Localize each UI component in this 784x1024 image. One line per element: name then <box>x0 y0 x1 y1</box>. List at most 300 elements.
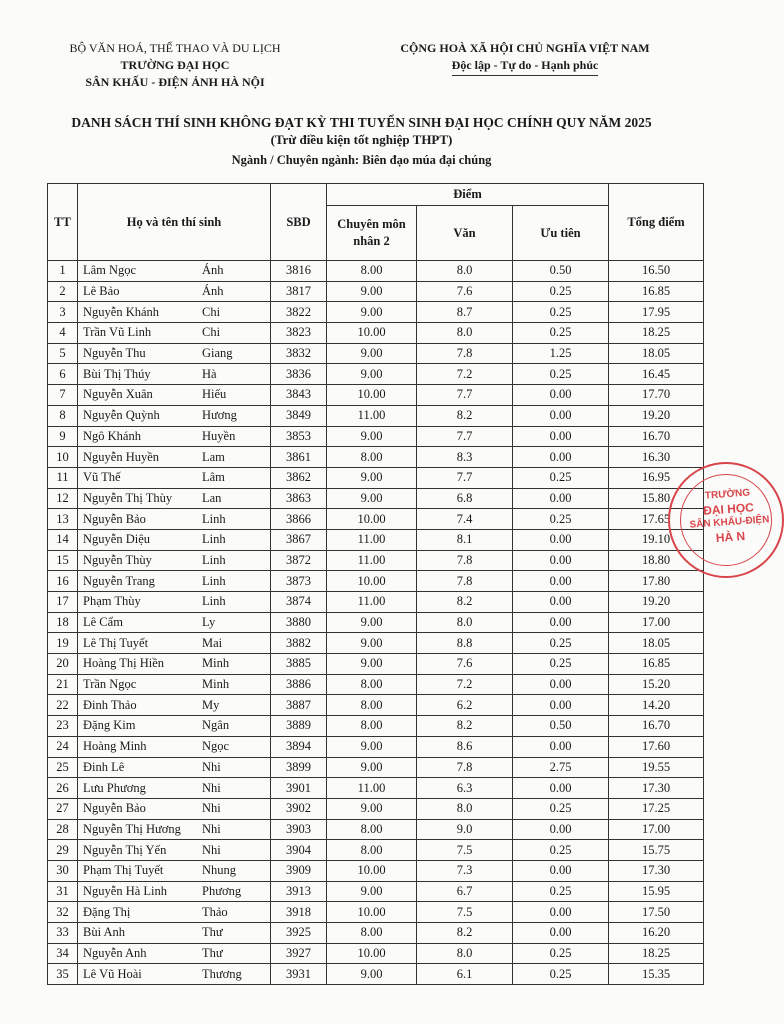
row-uu-tien: 0.00 <box>513 923 609 944</box>
row-uu-tien: 0.25 <box>513 798 609 819</box>
row-uu-tien: 0.00 <box>513 612 609 633</box>
row-van: 9.0 <box>417 819 513 840</box>
row-sbd: 3913 <box>271 881 327 902</box>
row-surname: Lê Bảo <box>78 281 201 302</box>
row-given-name: Nhi <box>200 840 271 861</box>
row-van: 7.3 <box>417 860 513 881</box>
row-uu-tien: 0.25 <box>513 654 609 675</box>
row-tt: 20 <box>48 654 78 675</box>
row-given-name: Chi <box>200 302 271 323</box>
row-chuyen-mon: 9.00 <box>327 757 417 778</box>
row-given-name: Linh <box>200 571 271 592</box>
row-sbd: 3894 <box>271 736 327 757</box>
row-uu-tien: 0.25 <box>513 467 609 488</box>
row-surname: Nguyễn Hà Linh <box>78 881 201 902</box>
row-chuyen-mon: 11.00 <box>327 550 417 571</box>
header-name: Họ và tên thí sinh <box>78 184 271 261</box>
row-uu-tien: 0.25 <box>513 964 609 985</box>
row-given-name: Lan <box>200 488 271 509</box>
row-sbd: 3817 <box>271 281 327 302</box>
seal-line4: HÀ N <box>715 528 746 545</box>
row-tt: 24 <box>48 736 78 757</box>
row-uu-tien: 0.00 <box>513 385 609 406</box>
row-chuyen-mon: 9.00 <box>327 798 417 819</box>
row-surname: Trần Vũ Linh <box>78 323 201 344</box>
row-tt: 32 <box>48 902 78 923</box>
row-total: 16.20 <box>609 923 704 944</box>
row-given-name: Hiếu <box>200 385 271 406</box>
row-chuyen-mon: 10.00 <box>327 509 417 530</box>
row-total: 16.30 <box>609 447 704 468</box>
row-van: 6.2 <box>417 695 513 716</box>
row-given-name: Minh <box>200 674 271 695</box>
row-surname: Ngô Khánh <box>78 426 201 447</box>
table-row <box>48 405 704 426</box>
row-van: 8.2 <box>417 923 513 944</box>
row-tt: 10 <box>48 447 78 468</box>
row-tt: 23 <box>48 716 78 737</box>
row-uu-tien: 0.00 <box>513 571 609 592</box>
row-surname: Đặng Kim <box>78 716 201 737</box>
row-chuyen-mon: 8.00 <box>327 261 417 282</box>
table-row <box>48 488 704 509</box>
row-uu-tien: 0.25 <box>513 509 609 530</box>
row-given-name: Thư <box>200 923 271 944</box>
row-van: 8.3 <box>417 447 513 468</box>
row-van: 8.8 <box>417 633 513 654</box>
row-van: 7.8 <box>417 757 513 778</box>
row-van: 7.2 <box>417 674 513 695</box>
row-sbd: 3886 <box>271 674 327 695</box>
row-given-name: Ánh <box>200 281 271 302</box>
row-van: 6.7 <box>417 881 513 902</box>
seal-line2: ĐẠI HỌC <box>702 500 755 518</box>
school-name-line2: SÂN KHẤU - ĐIỆN ẢNH HÀ NỘI <box>85 75 265 89</box>
row-tt: 9 <box>48 426 78 447</box>
row-given-name: Linh <box>200 550 271 571</box>
row-chuyen-mon: 11.00 <box>327 592 417 613</box>
row-given-name: Nhi <box>200 819 271 840</box>
row-surname: Nguyễn Bảo <box>78 509 201 530</box>
row-van: 8.0 <box>417 943 513 964</box>
national-motto: Độc lập - Tự do - Hạnh phúc <box>452 57 599 76</box>
row-sbd: 3882 <box>271 633 327 654</box>
row-uu-tien: 0.25 <box>513 881 609 902</box>
table-row <box>48 923 704 944</box>
row-given-name: Thư <box>200 943 271 964</box>
row-tt: 15 <box>48 550 78 571</box>
row-total: 14.20 <box>609 695 704 716</box>
row-total: 17.95 <box>609 302 704 323</box>
row-given-name: Lam <box>200 447 271 468</box>
row-van: 7.8 <box>417 343 513 364</box>
row-given-name: My <box>200 695 271 716</box>
republic-name: CỘNG HOÀ XÃ HỘI CHỦ NGHĨA VIỆT NAM <box>400 41 650 55</box>
header-uu-tien: Ưu tiên <box>513 206 609 261</box>
row-van: 8.2 <box>417 405 513 426</box>
row-surname: Nguyễn Anh <box>78 943 201 964</box>
row-sbd: 3903 <box>271 819 327 840</box>
row-tt: 19 <box>48 633 78 654</box>
row-sbd: 3880 <box>271 612 327 633</box>
school-name-line1: TRƯỜNG ĐẠI HỌC <box>120 58 230 72</box>
row-van: 7.5 <box>417 902 513 923</box>
row-sbd: 3925 <box>271 923 327 944</box>
row-tt: 31 <box>48 881 78 902</box>
row-chuyen-mon: 8.00 <box>327 716 417 737</box>
row-sbd: 3832 <box>271 343 327 364</box>
table-row <box>48 860 704 881</box>
table-row <box>48 612 704 633</box>
row-given-name: Lâm <box>200 467 271 488</box>
table-row <box>48 281 704 302</box>
row-total: 15.80 <box>609 488 704 509</box>
row-chuyen-mon: 10.00 <box>327 902 417 923</box>
table-row <box>48 964 704 985</box>
row-total: 16.85 <box>609 281 704 302</box>
table-row <box>48 881 704 902</box>
row-total: 18.80 <box>609 550 704 571</box>
row-van: 7.7 <box>417 385 513 406</box>
row-van: 8.6 <box>417 736 513 757</box>
row-van: 7.8 <box>417 550 513 571</box>
header-tt: TT <box>48 184 78 261</box>
row-van: 6.1 <box>417 964 513 985</box>
table-row <box>48 509 704 530</box>
row-chuyen-mon: 10.00 <box>327 323 417 344</box>
table-row <box>48 736 704 757</box>
row-given-name: Giang <box>200 343 271 364</box>
row-given-name: Huyền <box>200 426 271 447</box>
table-row <box>48 654 704 675</box>
row-sbd: 3866 <box>271 509 327 530</box>
header-van: Văn <box>417 206 513 261</box>
row-surname: Nguyễn Thị Thùy <box>78 488 201 509</box>
row-sbd: 3927 <box>271 943 327 964</box>
table-row <box>48 385 704 406</box>
row-surname: Vũ Thế <box>78 467 201 488</box>
row-chuyen-mon: 11.00 <box>327 405 417 426</box>
row-surname: Đặng Thị <box>78 902 201 923</box>
row-tt: 28 <box>48 819 78 840</box>
row-van: 8.0 <box>417 798 513 819</box>
row-tt: 12 <box>48 488 78 509</box>
row-given-name: Thương <box>200 964 271 985</box>
row-given-name: Thảo <box>200 902 271 923</box>
table-row <box>48 778 704 799</box>
row-tt: 13 <box>48 509 78 530</box>
row-tt: 27 <box>48 798 78 819</box>
row-uu-tien: 0.50 <box>513 261 609 282</box>
row-van: 6.3 <box>417 778 513 799</box>
row-given-name: Mai <box>200 633 271 654</box>
row-surname: Nguyễn Bảo <box>78 798 201 819</box>
row-given-name: Hương <box>200 405 271 426</box>
row-tt: 11 <box>48 467 78 488</box>
row-tt: 33 <box>48 923 78 944</box>
row-tt: 1 <box>48 261 78 282</box>
row-chuyen-mon: 9.00 <box>327 654 417 675</box>
row-uu-tien: 0.00 <box>513 592 609 613</box>
row-total: 19.55 <box>609 757 704 778</box>
row-chuyen-mon: 9.00 <box>327 281 417 302</box>
row-sbd: 3899 <box>271 757 327 778</box>
row-chuyen-mon: 9.00 <box>327 736 417 757</box>
row-total: 17.80 <box>609 571 704 592</box>
row-chuyen-mon: 9.00 <box>327 426 417 447</box>
table-row <box>48 571 704 592</box>
seal-line1: TRƯỜNG <box>704 487 751 502</box>
row-uu-tien: 0.00 <box>513 674 609 695</box>
header-sbd: SBD <box>271 184 327 261</box>
row-total: 17.50 <box>609 902 704 923</box>
row-sbd: 3863 <box>271 488 327 509</box>
row-tt: 21 <box>48 674 78 695</box>
row-uu-tien: 0.00 <box>513 447 609 468</box>
row-surname: Hoàng Thị Hiền <box>78 654 201 675</box>
row-uu-tien: 0.25 <box>513 633 609 654</box>
header-total: Tổng điểm <box>609 184 704 261</box>
row-uu-tien: 0.00 <box>513 405 609 426</box>
row-tt: 17 <box>48 592 78 613</box>
row-uu-tien: 0.50 <box>513 716 609 737</box>
row-surname: Đinh Thảo <box>78 695 201 716</box>
row-van: 7.5 <box>417 840 513 861</box>
table-row <box>48 343 704 364</box>
table-row <box>48 902 704 923</box>
row-van: 7.7 <box>417 426 513 447</box>
row-uu-tien: 0.00 <box>513 819 609 840</box>
table-row <box>48 426 704 447</box>
row-given-name: Ánh <box>200 261 271 282</box>
table-row <box>48 943 704 964</box>
row-uu-tien: 0.00 <box>513 695 609 716</box>
row-uu-tien: 0.25 <box>513 943 609 964</box>
row-uu-tien: 0.00 <box>513 860 609 881</box>
row-chuyen-mon: 8.00 <box>327 447 417 468</box>
row-chuyen-mon: 9.00 <box>327 302 417 323</box>
row-uu-tien: 0.25 <box>513 302 609 323</box>
row-chuyen-mon: 9.00 <box>327 881 417 902</box>
row-surname: Đinh Lê <box>78 757 201 778</box>
row-total: 15.75 <box>609 840 704 861</box>
row-tt: 34 <box>48 943 78 964</box>
row-van: 7.8 <box>417 571 513 592</box>
row-total: 15.20 <box>609 674 704 695</box>
row-given-name: Minh <box>200 654 271 675</box>
row-surname: Nguyễn Diệu <box>78 529 201 550</box>
row-surname: Nguyễn Thị Hương <box>78 819 201 840</box>
row-chuyen-mon: 8.00 <box>327 674 417 695</box>
row-uu-tien: 0.25 <box>513 281 609 302</box>
row-uu-tien: 0.00 <box>513 902 609 923</box>
row-given-name: Nhi <box>200 798 271 819</box>
row-chuyen-mon: 8.00 <box>327 819 417 840</box>
row-sbd: 3885 <box>271 654 327 675</box>
row-tt: 25 <box>48 757 78 778</box>
row-chuyen-mon: 11.00 <box>327 529 417 550</box>
row-given-name: Ngân <box>200 716 271 737</box>
row-surname: Lê Vũ Hoài <box>78 964 201 985</box>
row-chuyen-mon: 11.00 <box>327 778 417 799</box>
row-total: 18.05 <box>609 633 704 654</box>
row-van: 8.1 <box>417 529 513 550</box>
row-surname: Lê Thị Tuyết <box>78 633 201 654</box>
row-chuyen-mon: 8.00 <box>327 923 417 944</box>
row-total: 19.20 <box>609 592 704 613</box>
row-total: 19.10 <box>609 529 704 550</box>
row-tt: 2 <box>48 281 78 302</box>
row-sbd: 3861 <box>271 447 327 468</box>
row-chuyen-mon: 10.00 <box>327 860 417 881</box>
row-given-name: Nhung <box>200 860 271 881</box>
row-sbd: 3901 <box>271 778 327 799</box>
header-chuyen-mon: Chuyên môn nhân 2 <box>327 206 417 261</box>
row-total: 16.70 <box>609 426 704 447</box>
row-total: 16.45 <box>609 364 704 385</box>
table-row <box>48 633 704 654</box>
table-row <box>48 674 704 695</box>
row-uu-tien: 0.00 <box>513 426 609 447</box>
row-surname: Nguyễn Thị Yến <box>78 840 201 861</box>
row-tt: 26 <box>48 778 78 799</box>
row-sbd: 3849 <box>271 405 327 426</box>
table-row <box>48 550 704 571</box>
row-sbd: 3872 <box>271 550 327 571</box>
row-chuyen-mon: 9.00 <box>327 964 417 985</box>
row-tt: 18 <box>48 612 78 633</box>
row-van: 8.7 <box>417 302 513 323</box>
candidates-table <box>47 183 704 985</box>
row-surname: Phạm Thị Tuyết <box>78 860 201 881</box>
header-scores: Điểm <box>327 184 609 206</box>
row-van: 7.4 <box>417 509 513 530</box>
row-sbd: 3823 <box>271 323 327 344</box>
table-row <box>48 798 704 819</box>
row-total: 19.20 <box>609 405 704 426</box>
row-given-name: Linh <box>200 592 271 613</box>
row-uu-tien: 0.25 <box>513 364 609 385</box>
row-van: 8.2 <box>417 716 513 737</box>
row-van: 6.8 <box>417 488 513 509</box>
table-row <box>48 447 704 468</box>
row-tt: 5 <box>48 343 78 364</box>
row-van: 8.2 <box>417 592 513 613</box>
row-surname: Bùi Anh <box>78 923 201 944</box>
row-given-name: Phương <box>200 881 271 902</box>
row-uu-tien: 0.00 <box>513 736 609 757</box>
table-row <box>48 592 704 613</box>
row-uu-tien: 2.75 <box>513 757 609 778</box>
header-left <box>40 40 310 91</box>
row-uu-tien: 0.25 <box>513 840 609 861</box>
row-uu-tien: 1.25 <box>513 343 609 364</box>
row-sbd: 3816 <box>271 261 327 282</box>
row-sbd: 3843 <box>271 385 327 406</box>
row-van: 8.0 <box>417 612 513 633</box>
row-given-name: Nhi <box>200 778 271 799</box>
header-right <box>350 40 700 76</box>
row-tt: 4 <box>48 323 78 344</box>
row-surname: Nguyễn Thu <box>78 343 201 364</box>
row-surname: Hoàng Minh <box>78 736 201 757</box>
row-chuyen-mon: 10.00 <box>327 571 417 592</box>
table-row <box>48 757 704 778</box>
row-surname: Lâm Ngọc <box>78 261 201 282</box>
row-sbd: 3822 <box>271 302 327 323</box>
row-uu-tien: 0.00 <box>513 778 609 799</box>
row-van: 8.0 <box>417 261 513 282</box>
row-given-name: Ly <box>200 612 271 633</box>
document-title: DANH SÁCH THÍ SINH KHÔNG ĐẠT KỲ THI TUYỂN SINH ĐẠI HỌC CHÍNH QUY NĂM 2025 <box>71 115 652 130</box>
row-surname: Nguyễn Khánh <box>78 302 201 323</box>
table-row <box>48 364 704 385</box>
row-tt: 14 <box>48 529 78 550</box>
table-row <box>48 716 704 737</box>
row-chuyen-mon: 9.00 <box>327 343 417 364</box>
table-row <box>48 695 704 716</box>
row-chuyen-mon: 10.00 <box>327 943 417 964</box>
row-total: 17.00 <box>609 819 704 840</box>
row-sbd: 3889 <box>271 716 327 737</box>
row-sbd: 3862 <box>271 467 327 488</box>
row-sbd: 3904 <box>271 840 327 861</box>
row-total: 18.05 <box>609 343 704 364</box>
row-tt: 29 <box>48 840 78 861</box>
row-tt: 8 <box>48 405 78 426</box>
row-given-name: Linh <box>200 509 271 530</box>
row-total: 15.35 <box>609 964 704 985</box>
row-total: 17.65 <box>609 509 704 530</box>
table-row <box>48 467 704 488</box>
row-given-name: Chi <box>200 323 271 344</box>
row-chuyen-mon: 9.00 <box>327 612 417 633</box>
row-van: 7.2 <box>417 364 513 385</box>
major-line: Ngành / Chuyên ngành: Biên đạo múa đại chúng <box>231 153 492 167</box>
row-total: 18.25 <box>609 323 704 344</box>
document-subtitle: (Trừ điều kiện tốt nghiệp THPT) <box>270 132 453 147</box>
row-tt: 7 <box>48 385 78 406</box>
row-chuyen-mon: 9.00 <box>327 488 417 509</box>
row-given-name: Linh <box>200 529 271 550</box>
row-sbd: 3909 <box>271 860 327 881</box>
row-uu-tien: 0.00 <box>513 550 609 571</box>
table-row <box>48 819 704 840</box>
row-sbd: 3867 <box>271 529 327 550</box>
row-total: 16.95 <box>609 467 704 488</box>
row-total: 16.50 <box>609 261 704 282</box>
row-sbd: 3874 <box>271 592 327 613</box>
row-chuyen-mon: 8.00 <box>327 840 417 861</box>
table-row <box>48 323 704 344</box>
row-uu-tien: 0.00 <box>513 529 609 550</box>
row-chuyen-mon: 8.00 <box>327 695 417 716</box>
row-sbd: 3836 <box>271 364 327 385</box>
row-sbd: 3931 <box>271 964 327 985</box>
row-sbd: 3918 <box>271 902 327 923</box>
row-sbd: 3853 <box>271 426 327 447</box>
row-surname: Nguyễn Quỳnh <box>78 405 201 426</box>
row-tt: 35 <box>48 964 78 985</box>
row-given-name: Ngọc <box>200 736 271 757</box>
row-total: 18.25 <box>609 943 704 964</box>
row-total: 17.70 <box>609 385 704 406</box>
row-sbd: 3902 <box>271 798 327 819</box>
row-uu-tien: 0.00 <box>513 488 609 509</box>
table-row <box>48 302 704 323</box>
row-total: 17.60 <box>609 736 704 757</box>
row-tt: 6 <box>48 364 78 385</box>
